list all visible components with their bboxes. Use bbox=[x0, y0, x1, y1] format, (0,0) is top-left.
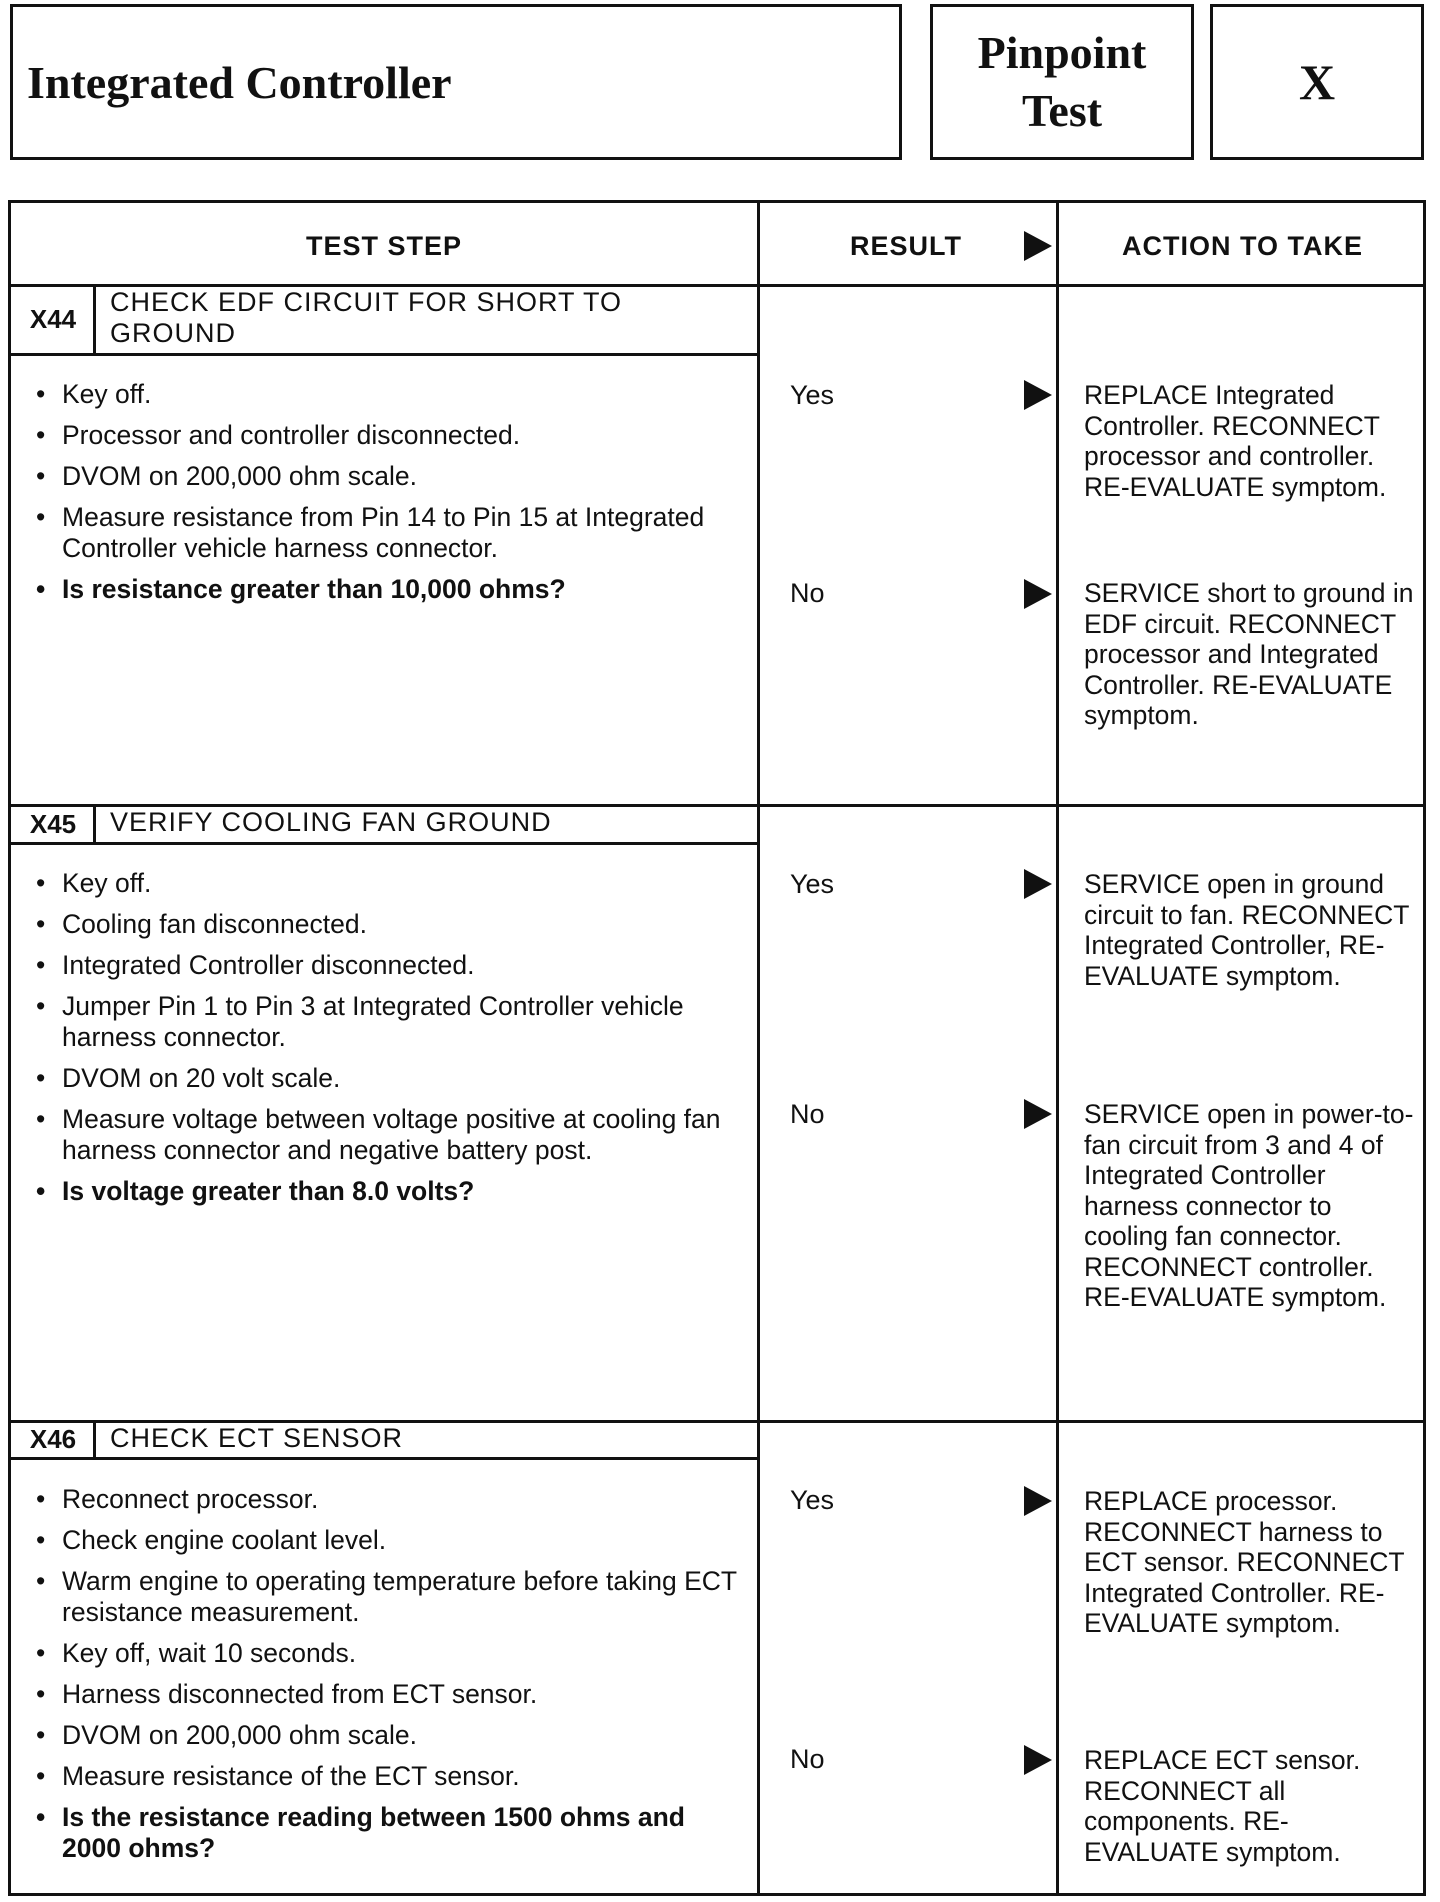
result-label: Yes bbox=[790, 380, 835, 410]
action-text: SERVICE open in power-to-fan circuit from 3 and 4 of Integrated Controller harness connector to cooling fan connector. RECONNECT controller. RE-EVALUATE symptom. bbox=[1084, 1099, 1414, 1312]
result-label: Yes bbox=[790, 869, 835, 899]
action-text: SERVICE open in ground circuit to fan. RECONNECT Integrated Controller, RE-EVALUATE symptom. bbox=[1084, 869, 1409, 991]
step-title: VERIFY COOLING FAN GROUND bbox=[110, 807, 552, 837]
header-result-label: RESULT bbox=[850, 230, 962, 261]
result-arrow-icon bbox=[1024, 1486, 1052, 1516]
header-action bbox=[1059, 205, 1426, 287]
step-title-underline bbox=[8, 842, 757, 845]
step-question: • Is the resistance reading between 1500 ohms and 2000 ohms? bbox=[28, 1802, 702, 1864]
instruction-item: • Measure voltage between voltage positive at cooling fan harness connector and negative battery post. bbox=[28, 1104, 748, 1166]
result-label: No bbox=[790, 1099, 825, 1129]
result-arrow-icon bbox=[1024, 1099, 1052, 1129]
instruction-item: • Key off. bbox=[28, 379, 748, 410]
step-id-divider bbox=[93, 284, 96, 354]
step-title: CHECK ECT SENSOR bbox=[110, 1423, 404, 1453]
action-text: REPLACE Integrated Controller. RECONNECT processor and controller. RE-EVALUATE symptom. bbox=[1084, 380, 1387, 502]
instruction-item: • Processor and controller disconnected. bbox=[28, 420, 748, 451]
step-instructions bbox=[28, 1484, 748, 1874]
action-text: REPLACE ECT sensor. RECONNECT all components. RE-EVALUATE symptom. bbox=[1084, 1745, 1361, 1867]
instruction-item: • Key off, wait 10 seconds. bbox=[28, 1638, 748, 1669]
step-instructions bbox=[28, 868, 748, 1217]
instruction-item: • Check engine coolant level. bbox=[28, 1525, 748, 1556]
result-arrow-icon bbox=[1024, 380, 1052, 410]
step-question: • Is voltage greater than 8.0 volts? bbox=[28, 1176, 748, 1207]
pinpoint-test-label bbox=[930, 4, 1194, 160]
instruction-item: • Warm engine to operating temperature before taking ECT resistance measurement. bbox=[28, 1566, 748, 1628]
instruction-item: • Measure resistance of the ECT sensor. bbox=[28, 1761, 748, 1792]
step-id-divider bbox=[93, 804, 96, 844]
result-arrow-icon bbox=[1024, 869, 1052, 899]
column-divider-result bbox=[757, 200, 760, 1896]
page-title-text: Integrated Controller bbox=[27, 56, 452, 108]
result-label: Yes bbox=[790, 1485, 835, 1515]
header-result-arrow-icon bbox=[1024, 231, 1052, 261]
step-question: • Is resistance greater than 10,000 ohms? bbox=[28, 574, 748, 605]
action-text: REPLACE processor. RECONNECT harness to ECT sensor. RECONNECT Integrated Controller. RE-EVALUATE symptom. bbox=[1084, 1486, 1405, 1638]
instruction-item: • DVOM on 20 volt scale. bbox=[28, 1063, 748, 1094]
instruction-item: • Jumper Pin 1 to Pin 3 at Integrated Controller vehicle harness connector. bbox=[28, 991, 748, 1053]
header-test-step bbox=[11, 205, 757, 287]
header-test-step-label: TEST STEP bbox=[305, 230, 463, 261]
instruction-item: • Measure resistance from Pin 14 to Pin 15 at Integrated Controller vehicle harness connector. bbox=[28, 502, 748, 564]
instruction-item: • Harness disconnected from ECT sensor. bbox=[28, 1679, 748, 1710]
instruction-item: • Integrated Controller disconnected. bbox=[28, 950, 748, 981]
test-letter bbox=[1210, 4, 1424, 160]
pinpoint-label-line2: Test bbox=[1021, 85, 1103, 136]
step-title-underline bbox=[8, 1457, 757, 1460]
step-title: CHECK EDF CIRCUIT FOR SHORT TO GROUND bbox=[110, 287, 623, 348]
action-text: SERVICE short to ground in EDF circuit. RECONNECT processor and Integrated Controller. RE-EVALUATE symptom. bbox=[1084, 578, 1414, 730]
page-title bbox=[10, 4, 902, 160]
test-letter-text: X bbox=[1298, 54, 1336, 110]
result-arrow-icon bbox=[1024, 579, 1052, 609]
instruction-item: • Reconnect processor. bbox=[28, 1484, 748, 1515]
instruction-item: • Cooling fan disconnected. bbox=[28, 909, 748, 940]
step-id: X44 bbox=[29, 303, 77, 334]
header-action-label: ACTION TO TAKE bbox=[1122, 230, 1363, 261]
header-result bbox=[760, 205, 1056, 287]
step-id: X45 bbox=[29, 808, 77, 839]
instruction-item: • DVOM on 200,000 ohm scale. bbox=[28, 461, 748, 492]
step-id: X46 bbox=[29, 1424, 77, 1454]
step-instructions bbox=[28, 379, 748, 615]
result-label: No bbox=[790, 1744, 825, 1774]
step-id-divider bbox=[93, 1420, 96, 1459]
column-divider-action bbox=[1056, 200, 1059, 1896]
result-label: No bbox=[790, 578, 825, 608]
pinpoint-label-line1: Pinpoint bbox=[977, 27, 1147, 78]
instruction-item: • DVOM on 200,000 ohm scale. bbox=[28, 1720, 748, 1751]
step-title-underline bbox=[8, 353, 757, 356]
result-arrow-icon bbox=[1024, 1745, 1052, 1775]
instruction-item: • Key off. bbox=[28, 868, 748, 899]
